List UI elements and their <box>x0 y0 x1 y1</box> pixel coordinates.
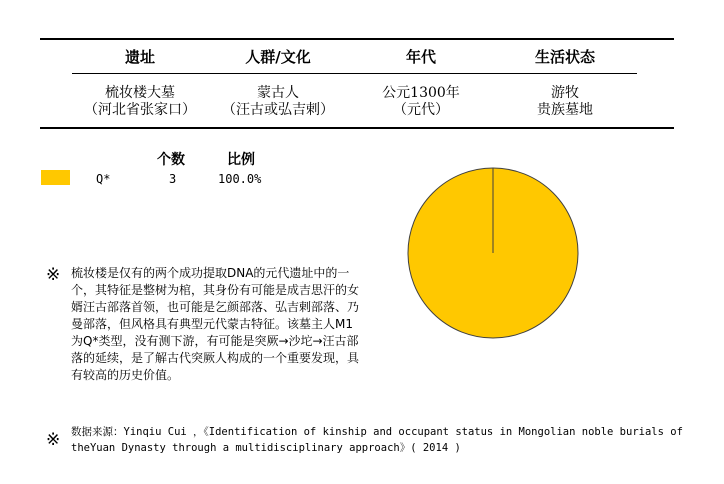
legend-label: Q* <box>96 172 111 186</box>
table-top-rule <box>40 38 674 40</box>
cell-lifestyle-line1: 游牧 <box>551 85 579 101</box>
source-text: 数据来源：Yinqiu Cui ，《Identification of kinship and occupant status in Mongolian noble burials of theYuan Dynasty through a multidisciplinary approach》( 2014 ) <box>71 426 683 454</box>
cell-population-line2: （汪古或弘吉剌） <box>222 102 334 118</box>
header-population-culture: 人群/文化 <box>245 48 311 66</box>
cell-lifestyle <box>480 85 650 119</box>
note-text: 梳妆楼是仅有的两个成功提取DNA的元代遗址中的一个，其特征是整树为棺，其身份有可能是成吉思汗的女婿汪古部落首领，也可能是乞颜部落、弘吉剌部落、乃曼部落，但风格具有典型元代蒙古特征。该墓主人M1为Q*类型，没有测下游，有可能是突厥→沙坨→汪古部落的延续，是了解古代突厥人构成的一个重要发现，具有较高的历史价值。 <box>71 266 360 382</box>
table-bottom-rule <box>40 127 674 129</box>
pie-chart <box>400 160 586 346</box>
cell-date-line2: （元代） <box>393 102 449 118</box>
note-mark-icon: ※ <box>46 265 61 285</box>
legend-swatch-q-star <box>41 170 70 185</box>
table-header-rule <box>72 73 637 74</box>
count-header: 个数 <box>157 152 185 168</box>
count-value: 3 <box>169 172 177 186</box>
source-mark-icon: ※ <box>46 430 61 450</box>
cell-lifestyle-line2: 贵族墓地 <box>537 102 593 118</box>
ratio-value: 100.0% <box>218 172 262 186</box>
header-site: 遗址 <box>124 48 155 66</box>
ratio-header: 比例 <box>227 152 255 168</box>
cell-site-line2: （河北省张家口） <box>84 102 196 118</box>
header-lifestyle: 生活状态 <box>534 48 595 66</box>
cell-date-line1: 公元1300年 <box>382 85 460 101</box>
cell-population-line1: 蒙古人 <box>257 85 299 101</box>
header-date: 年代 <box>405 48 436 66</box>
cell-site-line1: 梳妆楼大墓 <box>105 85 175 101</box>
